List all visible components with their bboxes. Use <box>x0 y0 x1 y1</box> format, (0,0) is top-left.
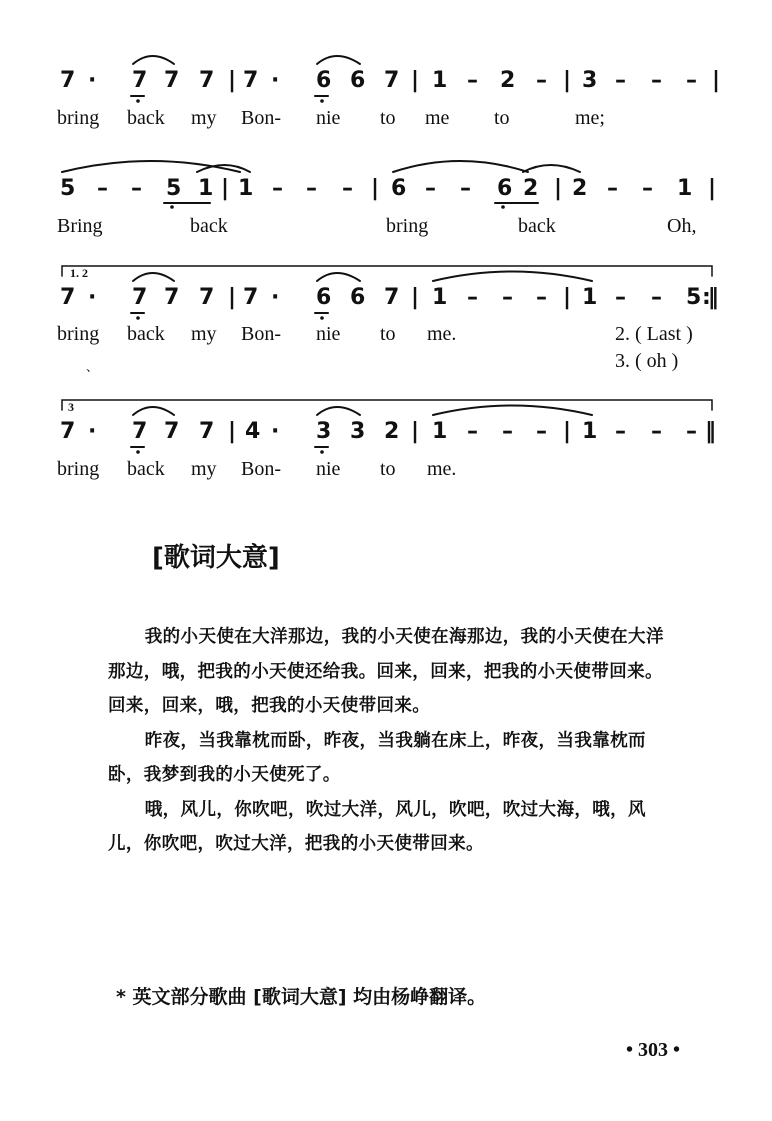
dot: · <box>271 285 280 310</box>
lyric: my <box>191 107 217 129</box>
octave-dot <box>170 205 174 209</box>
note: 7 <box>164 419 180 444</box>
note: 5 <box>60 176 76 201</box>
note: 7 <box>199 419 215 444</box>
dash: – <box>502 285 513 310</box>
dash: – <box>686 68 697 93</box>
lyric: nie <box>316 458 341 480</box>
dot: · <box>271 68 280 93</box>
dash: – <box>536 419 547 444</box>
paragraph: 昨夜，当我靠枕而卧，昨夜，当我躺在床上，昨夜，当我靠枕而卧，我梦到我的小天使死了。 <box>108 730 646 785</box>
lyric: bring <box>57 107 100 129</box>
dash: – <box>651 419 662 444</box>
slur <box>197 165 250 172</box>
note: 1 <box>432 419 448 444</box>
note: 6 <box>350 285 366 310</box>
dash: – <box>342 176 353 201</box>
octave-dot <box>136 316 140 320</box>
lyric: back <box>127 458 165 480</box>
note: 7 <box>60 419 76 444</box>
octave-dot <box>320 450 324 454</box>
note: 3 <box>316 419 332 444</box>
lyric: me; <box>575 107 605 129</box>
slur <box>133 407 174 415</box>
dot: · <box>88 68 97 93</box>
barline: | <box>371 176 380 201</box>
volta-label: 1. 2 <box>70 266 88 280</box>
barline: | <box>411 285 420 310</box>
slur <box>133 273 174 281</box>
note: 6 <box>391 176 407 201</box>
note: 6 <box>316 285 332 310</box>
tie <box>62 161 240 172</box>
lyric: to <box>380 107 396 129</box>
lyric: nie <box>316 107 341 129</box>
barline: | <box>563 419 572 444</box>
dash: – <box>615 68 626 93</box>
lyric: me. <box>427 323 457 345</box>
dash: – <box>460 176 471 201</box>
octave-dot <box>320 99 324 103</box>
note: 4 <box>245 419 261 444</box>
note: 7 <box>243 68 259 93</box>
note: 1 <box>238 176 254 201</box>
repeat-end-barline: :‖ <box>702 285 716 310</box>
note: 1 <box>432 68 448 93</box>
dash: – <box>467 68 478 93</box>
lyric: back <box>127 107 165 129</box>
lyric: my <box>191 458 217 480</box>
note: 7 <box>132 285 148 310</box>
note: 6 <box>316 68 332 93</box>
dash: – <box>686 419 697 444</box>
barline: | <box>563 285 572 310</box>
slur <box>523 165 580 172</box>
barline: | <box>228 68 237 93</box>
note: 6 <box>497 176 513 201</box>
octave-dot <box>501 205 505 209</box>
note: 6 <box>350 68 366 93</box>
note: 5 <box>686 285 702 310</box>
dash: – <box>131 176 142 201</box>
barline: | <box>708 176 717 201</box>
note: 7 <box>199 68 215 93</box>
dash: – <box>651 68 662 93</box>
slur <box>133 56 174 64</box>
barline: | <box>712 68 721 93</box>
note: 7 <box>60 68 76 93</box>
note: 2 <box>384 419 400 444</box>
note: 7 <box>243 285 259 310</box>
paragraph: 哦，风儿，你吹吧，吹过大洋，风儿，吹吧，吹过大海，哦，风儿，你吹吧，吹过大洋，把我的小天使带回来。 <box>108 799 646 854</box>
note: 7 <box>384 285 400 310</box>
note: 1 <box>432 285 448 310</box>
octave-dot <box>136 99 140 103</box>
tie <box>433 406 592 416</box>
tie <box>393 161 528 172</box>
lyric: me. <box>427 458 457 480</box>
barline: | <box>221 176 230 201</box>
lyric: me <box>425 107 450 129</box>
dash: – <box>615 419 626 444</box>
verse-marker: 3. ( oh ) <box>615 350 679 372</box>
note: 1 <box>677 176 693 201</box>
note: 1 <box>582 419 598 444</box>
barline: | <box>411 68 420 93</box>
paragraph: 我的小天使在大洋那边，我的小天使在海那边，我的小天使在大洋那边，哦，把我的小天使还给我。回来，回来，把我的小天使带回来。回来，回来，哦，把我的小天使带回来。 <box>108 627 664 716</box>
dash: – <box>615 285 626 310</box>
lyric: bring <box>57 323 100 345</box>
note: 2 <box>523 176 539 201</box>
lyric: Bon- <box>241 107 281 129</box>
lyric: Bring <box>57 215 103 237</box>
dash: – <box>97 176 108 201</box>
section-title: [歌词大意] <box>152 543 280 573</box>
volta-bracket <box>62 266 712 276</box>
lyric: to <box>380 323 396 345</box>
dash: – <box>651 285 662 310</box>
dot: · <box>271 419 280 444</box>
note: 1 <box>198 176 214 201</box>
slur <box>317 56 360 64</box>
dash: – <box>607 176 618 201</box>
note: 1 <box>582 285 598 310</box>
lyric: Bon- <box>241 323 281 345</box>
verse-marker: 2. ( Last ) <box>615 323 693 345</box>
dash: – <box>306 176 317 201</box>
note: 5 <box>166 176 182 201</box>
footnote: * 英文部分歌曲 [歌词大意] 均由杨峥翻译。 <box>116 986 487 1008</box>
lyric: back <box>190 215 228 237</box>
volta-label: 3 <box>68 400 74 414</box>
note: 2 <box>572 176 588 201</box>
note: 7 <box>164 68 180 93</box>
lyric: bring <box>386 215 429 237</box>
dash: – <box>536 68 547 93</box>
note: 7 <box>164 285 180 310</box>
stray-mark: 、 <box>86 360 99 374</box>
lyric: Bon- <box>241 458 281 480</box>
barline: | <box>563 68 572 93</box>
note: 7 <box>132 419 148 444</box>
volta-bracket <box>62 400 712 410</box>
dash: – <box>536 285 547 310</box>
dash: – <box>467 285 478 310</box>
dash: – <box>425 176 436 201</box>
note: 2 <box>500 68 516 93</box>
lyric: bring <box>57 458 100 480</box>
dash: – <box>502 419 513 444</box>
note: 7 <box>60 285 76 310</box>
lyrics-translation <box>108 620 668 862</box>
dot: · <box>88 285 97 310</box>
note: 7 <box>132 68 148 93</box>
final-barline: ‖ <box>705 419 716 444</box>
lyric: Oh, <box>667 215 697 237</box>
octave-dot <box>320 316 324 320</box>
dash: – <box>272 176 283 201</box>
lyric: to <box>380 458 396 480</box>
lyric: to <box>494 107 510 129</box>
lyric: back <box>127 323 165 345</box>
slur <box>317 273 360 281</box>
page-number: • 303 • <box>626 1039 681 1061</box>
note: 3 <box>582 68 598 93</box>
note: 7 <box>384 68 400 93</box>
dot: · <box>88 419 97 444</box>
lyric: nie <box>316 323 341 345</box>
barline: | <box>411 419 420 444</box>
tie <box>433 272 592 282</box>
note: 7 <box>199 285 215 310</box>
dash: – <box>642 176 653 201</box>
barline: | <box>554 176 563 201</box>
barline: | <box>228 285 237 310</box>
barline: | <box>228 419 237 444</box>
note: 3 <box>350 419 366 444</box>
slur <box>317 407 360 415</box>
lyric: back <box>518 215 556 237</box>
lyric: my <box>191 323 217 345</box>
octave-dot <box>136 450 140 454</box>
dash: – <box>467 419 478 444</box>
